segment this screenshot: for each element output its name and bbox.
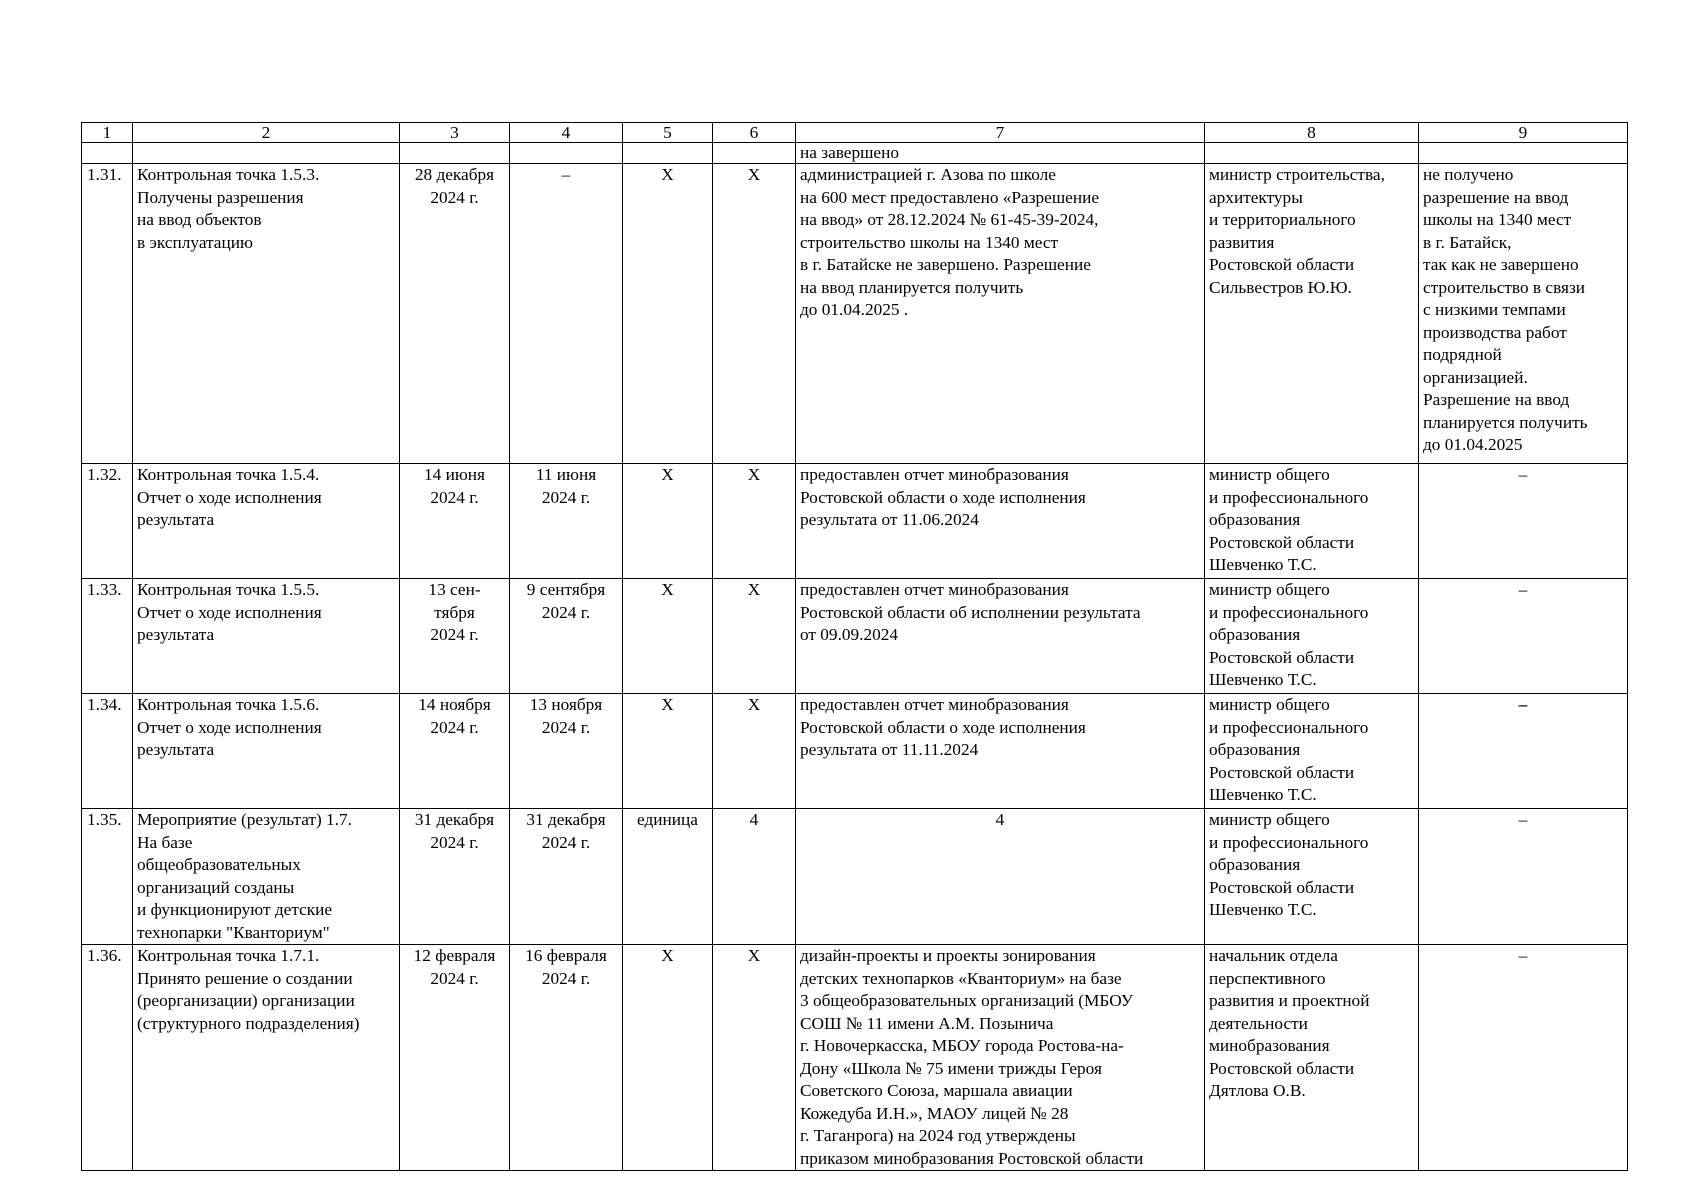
unit: Х (623, 579, 713, 694)
row-number: 1.32. (82, 464, 133, 579)
plan-date: 14 ноября 2024 г. (400, 694, 510, 809)
plan-date: 31 декабря 2024 г. (400, 809, 510, 945)
event-name: Контрольная точка 1.5.4. Отчет о ходе исполнения результата (133, 464, 400, 579)
table-row (82, 809, 1628, 945)
row-number: 1.34. (82, 694, 133, 809)
responsible: министр общего и профессионального образования Ростовской области Шевченко Т.С. (1205, 579, 1419, 694)
info: предоставлен отчет минобразования Ростовской области об исполнении результата от 09.09.2024 (796, 579, 1205, 694)
info: предоставлен отчет минобразования Ростовской области о ходе исполнения результата от 11.11.2024 (796, 694, 1205, 809)
unit: Х (623, 694, 713, 809)
unit: Х (623, 945, 713, 1171)
continuation-row (82, 143, 1628, 164)
row-number: 1.36. (82, 945, 133, 1171)
header-cell: 9 (1419, 123, 1628, 143)
note: – (1419, 694, 1628, 809)
event-name: Контрольная точка 1.7.1. Принято решение о создании (реорганизации) организации (структурного подразделения) (133, 945, 400, 1171)
document-page (81, 122, 1627, 1171)
header-cell: 1 (82, 123, 133, 143)
header-cell: 3 (400, 123, 510, 143)
header-cell: 6 (713, 123, 796, 143)
fact-date: 13 ноября 2024 г. (510, 694, 623, 809)
unit: Х (623, 464, 713, 579)
plan-date: 12 февраля 2024 г. (400, 945, 510, 1171)
row-number: 1.33. (82, 579, 133, 694)
responsible: министр строительства, архитектуры и территориального развития Ростовской области Сильвестров Ю.Ю. (1205, 164, 1419, 464)
report-table (81, 122, 1628, 1171)
event-name: Контрольная точка 1.5.6. Отчет о ходе исполнения результата (133, 694, 400, 809)
info: 4 (796, 809, 1205, 945)
fact-date: 9 сентября 2024 г. (510, 579, 623, 694)
value: Х (713, 945, 796, 1171)
table-row (82, 464, 1628, 579)
header-cell: 4 (510, 123, 623, 143)
value: Х (713, 579, 796, 694)
fact-date: 31 декабря 2024 г. (510, 809, 623, 945)
continuation-text: на завершено (796, 143, 1205, 164)
fact-date: 11 июня 2024 г. (510, 464, 623, 579)
plan-date: 13 сен- тября 2024 г. (400, 579, 510, 694)
empty-cell (623, 143, 713, 164)
table-row (82, 694, 1628, 809)
unit: единица (623, 809, 713, 945)
fact-date: 16 февраля 2024 г. (510, 945, 623, 1171)
info: дизайн-проекты и проекты зонирования детских технопарков «Кванториум» на базе 3 общеобразовательных организаций (МБОУ СОШ № 11 имени А.М. Позынича г. Новочеркасска, МБОУ города Ростова-на- Дону «Школа № 75 имени трижды Героя Советского Союза, маршала авиации Кожедуба И.Н.», МАОУ лицей № 28 г. Таганрога) на 2024 год утверждены приказом минобразования Ростовской области (796, 945, 1205, 1171)
fact-date: – (510, 164, 623, 464)
event-name: Контрольная точка 1.5.5. Отчет о ходе исполнения результата (133, 579, 400, 694)
responsible: министр общего и профессионального образования Ростовской области Шевченко Т.С. (1205, 694, 1419, 809)
row-number: 1.35. (82, 809, 133, 945)
value: Х (713, 694, 796, 809)
header-row (82, 123, 1628, 143)
table-row (82, 945, 1628, 1171)
note: – (1419, 464, 1628, 579)
plan-date: 14 июня 2024 г. (400, 464, 510, 579)
table-row (82, 579, 1628, 694)
unit: Х (623, 164, 713, 464)
note: не получено разрешение на ввод школы на 1340 мест в г. Батайск, так как не завершено строительство в связи с низкими темпами производства работ подрядной организацией. Разрешение на ввод планируется получить до 01.04.2025 (1419, 164, 1628, 464)
info: администрацией г. Азова по школе на 600 мест предоставлено «Разрешение на ввод» от 28.12.2024 № 61-45-39-2024, строительство школы на 1340 мест в г. Батайске не завершено. Разрешение на ввод планируется получить до 01.04.2025 . (796, 164, 1205, 464)
empty-cell (510, 143, 623, 164)
value: 4 (713, 809, 796, 945)
header-cell: 8 (1205, 123, 1419, 143)
plan-date: 28 декабря 2024 г. (400, 164, 510, 464)
note: – (1419, 809, 1628, 945)
header-cell: 5 (623, 123, 713, 143)
event-name: Мероприятие (результат) 1.7. На базе общеобразовательных организаций созданы и функционируют детские технопарки "Кванториум" (133, 809, 400, 945)
empty-cell (1205, 143, 1419, 164)
empty-cell (713, 143, 796, 164)
note: – (1419, 945, 1628, 1171)
row-number: 1.31. (82, 164, 133, 464)
info: предоставлен отчет минобразования Ростовской области о ходе исполнения результата от 11.06.2024 (796, 464, 1205, 579)
responsible: министр общего и профессионального образования Ростовской области Шевченко Т.С. (1205, 464, 1419, 579)
responsible: начальник отдела перспективного развития и проектной деятельности минобразования Ростовской области Дятлова О.В. (1205, 945, 1419, 1171)
event-name: Контрольная точка 1.5.3. Получены разрешения на ввод объектов в эксплуатацию (133, 164, 400, 464)
header-cell: 7 (796, 123, 1205, 143)
value: Х (713, 464, 796, 579)
note: – (1419, 579, 1628, 694)
empty-cell (133, 143, 400, 164)
empty-cell (1419, 143, 1628, 164)
empty-cell (82, 143, 133, 164)
empty-cell (400, 143, 510, 164)
value: Х (713, 164, 796, 464)
header-cell: 2 (133, 123, 400, 143)
responsible: министр общего и профессионального образования Ростовской области Шевченко Т.С. (1205, 809, 1419, 945)
table-row (82, 164, 1628, 464)
